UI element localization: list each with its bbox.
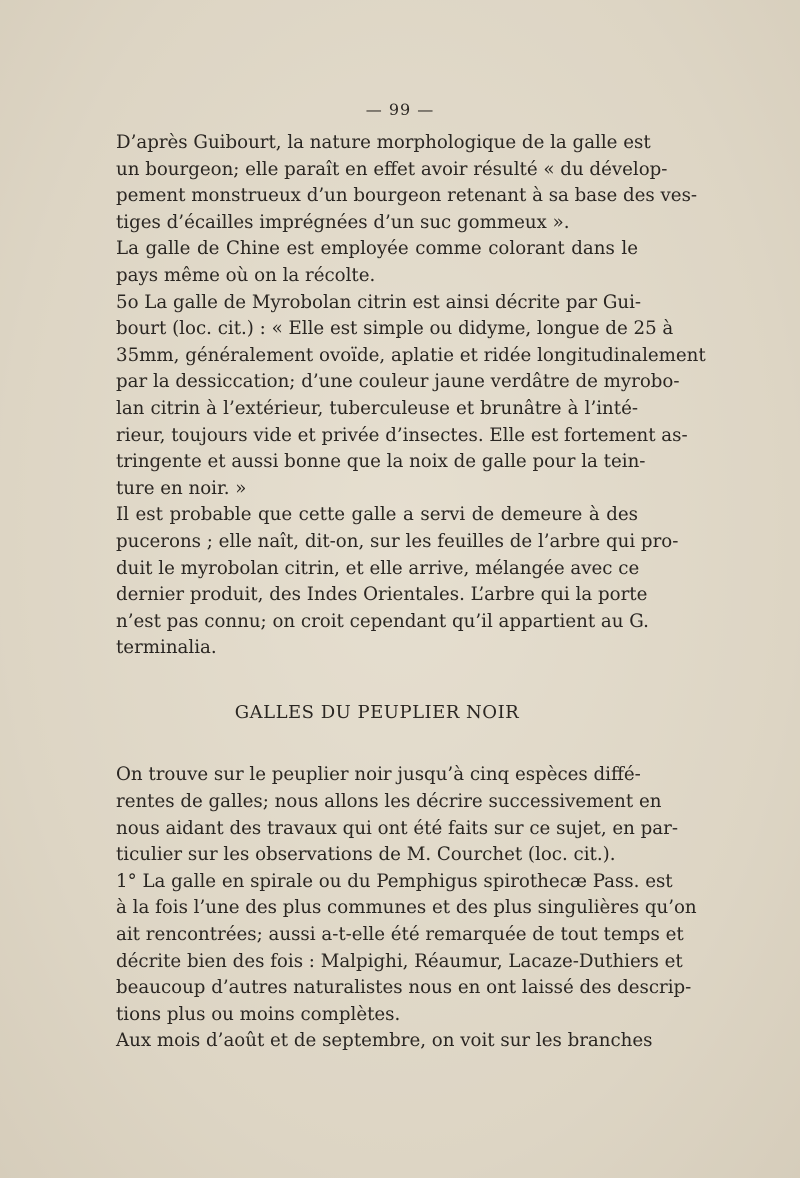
text-line: terminalia.: [116, 637, 217, 659]
section-bottom: [116, 762, 697, 1055]
text-line: rieur, toujours vide et privée d’insectes. Elle est fortement as-: [116, 424, 688, 446]
text-line: ait rencontrées; aussi a-t-elle été remarquée de tout temps et: [116, 924, 684, 946]
text-line: Il est probable que cette galle a servi de demeure à des: [116, 504, 638, 526]
text-line: décrite bien des fois : Malpighi, Réaumur, Lacaze-Duthiers et: [116, 950, 683, 972]
text-line: ture en noir. »: [116, 477, 247, 499]
text-line: La galle de Chine est employée comme colorant dans le: [116, 238, 638, 260]
text-line: 5o La galle de Myrobolan citrin est ainsi décrite par Gui-: [116, 291, 642, 313]
paragraph: [116, 236, 638, 289]
text-line: 35mm, généralement ovoïde, aplatie et ridée longitudinalement: [116, 344, 706, 366]
text-line: ticulier sur les observations de M. Courchet (loc. cit.).: [116, 844, 616, 866]
text-line: dernier produit, des Indes Orientales. L’arbre qui la porte: [116, 584, 648, 606]
paragraph: [116, 1028, 653, 1055]
body-text: [116, 130, 706, 1055]
text-line: lan citrin à l’extérieur, tuberculeuse et brunâtre à l’inté-: [116, 397, 638, 419]
paragraph: [116, 130, 698, 236]
page-number: — 99 —: [365, 100, 435, 119]
section-heading: GALLES DU PEUPLIER NOIR: [234, 701, 520, 723]
text-line: tiges d’écailles imprégnées d’un suc gommeux ».: [116, 211, 570, 233]
text-line: n’est pas connu; on croit cependant qu’il appartient au G.: [116, 610, 649, 632]
text-line: beaucoup d’autres naturalistes nous en ont laissé des descrip-: [116, 977, 692, 999]
text-line: 1° La galle en spirale ou du Pemphigus spirothecæ Pass. est: [116, 870, 673, 892]
text-line: tions plus ou moins complètes.: [116, 1003, 401, 1025]
text-line: duit le myrobolan citrin, et elle arrive, mélangée avec ce: [116, 557, 640, 579]
text-line: à la fois l’une des plus communes et des plus singulières qu’on: [116, 897, 697, 919]
text-line: bourt (loc. cit.) : « Elle est simple ou didyme, longue de 25 à: [116, 318, 674, 340]
text-line: nous aidant des travaux qui ont été faits sur ce sujet, en par-: [116, 817, 678, 839]
text-line: pays même où on la récolte.: [116, 264, 376, 286]
paragraph: [116, 869, 697, 1029]
text-line: tringente et aussi bonne que la noix de galle pour la tein-: [116, 451, 646, 473]
text-line: rentes de galles; nous allons les décrire successivement en: [116, 791, 662, 813]
text-line: D’après Guibourt, la nature morphologique de la galle est: [116, 132, 651, 153]
text-line: pucerons ; elle naît, dit-on, sur les feuilles de l’arbre qui pro-: [116, 530, 679, 552]
section-top: [116, 130, 706, 662]
paragraph: [116, 290, 706, 503]
text-line: Aux mois d’août et de septembre, on voit sur les branches: [116, 1030, 653, 1052]
paragraph: [116, 762, 678, 868]
text-line: pement monstrueux d’un bourgeon retenant à sa base des ves-: [116, 185, 698, 207]
text-line: On trouve sur le peuplier noir jusqu’à cinq espèces diffé-: [116, 764, 641, 786]
paragraph: [116, 502, 679, 662]
text-line: un bourgeon; elle paraît en effet avoir résulté « du dévelop-: [116, 158, 668, 180]
text-line: par la dessiccation; d’une couleur jaune verdâtre de myrobo-: [116, 371, 680, 393]
